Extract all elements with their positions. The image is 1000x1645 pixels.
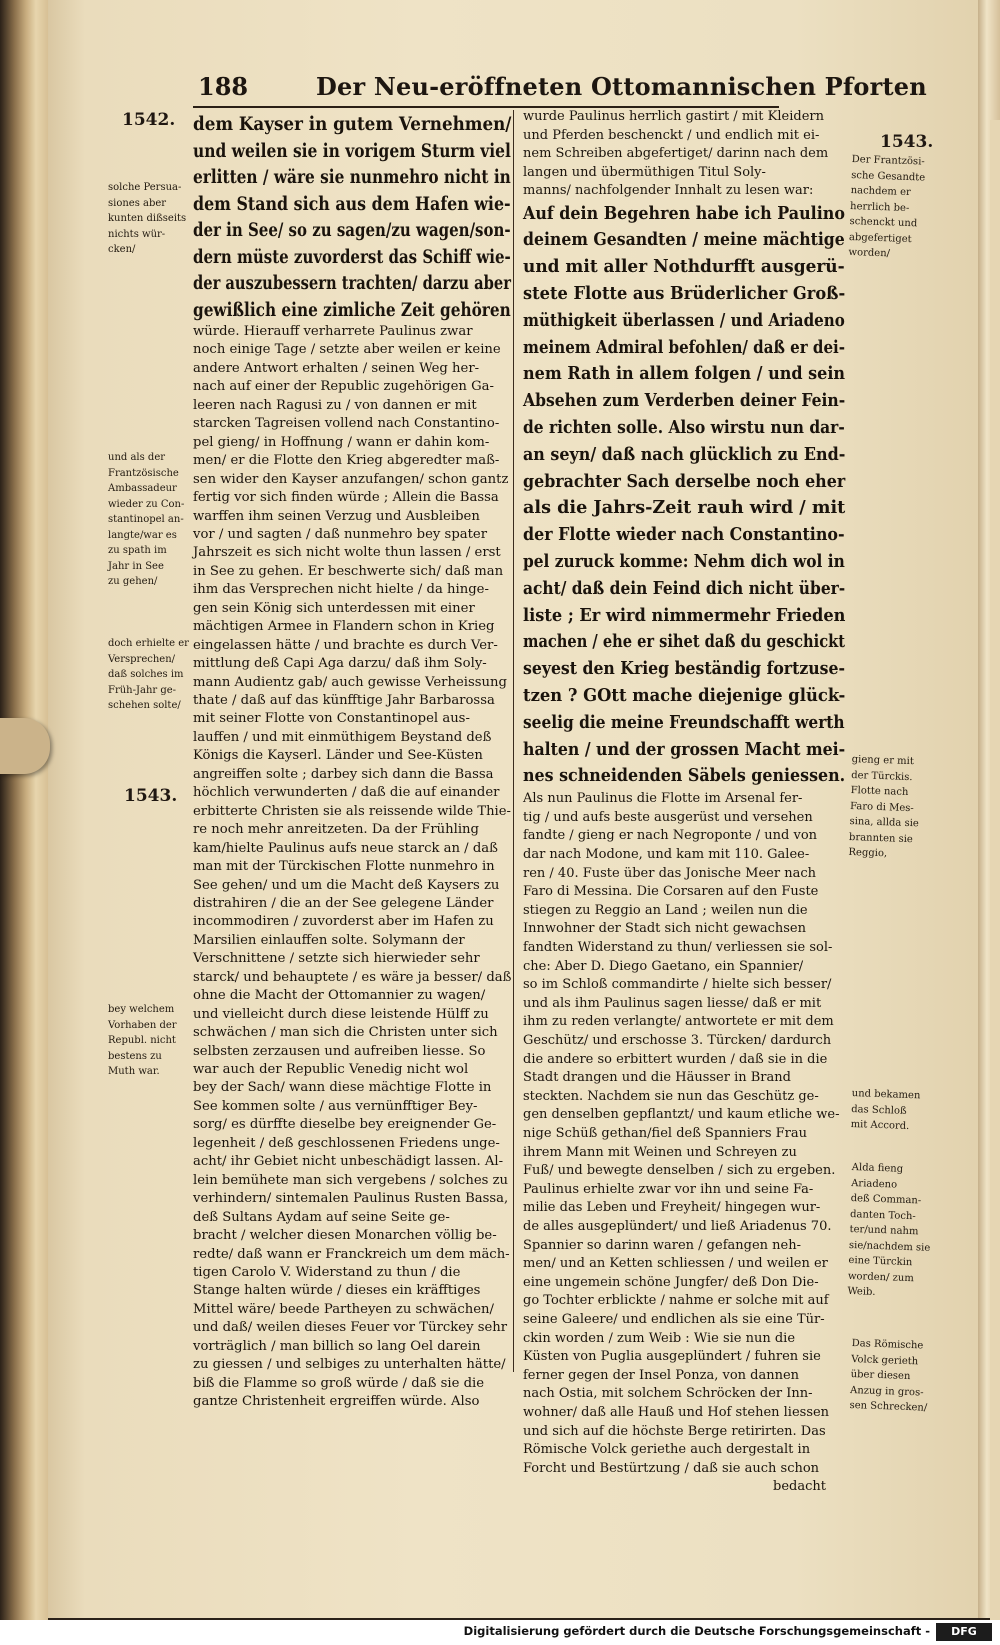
margin-note-line: Frantzösische xyxy=(108,467,179,479)
text-line: stiegen zu Reggio an Land ; weilen nun die xyxy=(523,902,808,918)
margin-note-line: deß Comman- xyxy=(850,1192,922,1207)
margin-note xyxy=(848,152,926,263)
text-line: gebrachter Sach derselbe noch eher xyxy=(523,470,846,492)
text-line: See gehen/ und um die Macht deß Kaysers zu xyxy=(193,877,500,893)
text-line: de richten solle. Also wirstu nun dar- xyxy=(523,416,845,438)
text-line: Absehen zum Verderben deiner Fein- xyxy=(523,390,846,412)
text-line: nach auf einer der Republic zugehörigen Ga- xyxy=(193,379,494,395)
text-line: ihrem Mann mit Weinen und Schreyen zu xyxy=(523,1144,797,1160)
text-line: Verschnittene / setzte sich hierwieder sehr xyxy=(193,951,480,967)
margin-note-line: Ambassadeur xyxy=(108,483,177,494)
text-line: seelig die meine Freundschafft werth xyxy=(523,711,845,733)
text-line: andere Antwort erhalten / seinen Weg her- xyxy=(193,360,480,376)
text-line: redte/ daß wann er Franckreich um dem mäch- xyxy=(193,1246,510,1262)
text-line: Auf dein Begehren habe ich Paulino xyxy=(523,202,845,224)
margin-note-line: zu spath im xyxy=(108,545,167,556)
text-line: machen / ehe er sihet daß du geschickt xyxy=(523,631,845,653)
margin-note-line: Volck gerieth xyxy=(851,1353,919,1367)
margin-note-line: und bekamen xyxy=(851,1087,921,1102)
text-line: zu giessen / und selbiges zu unterhalten hätte/ xyxy=(193,1357,506,1373)
margin-note-line: solche Persua- xyxy=(108,182,182,193)
text-line: kam/hielte Paulinus aufs neue starck an / daß xyxy=(193,840,498,856)
margin-note-line: mit Accord. xyxy=(850,1118,910,1133)
margin-note-line: danten Toch- xyxy=(849,1208,916,1222)
margin-note-line: wieder zu Con- xyxy=(108,498,185,510)
text-line: dem Stand sich aus dem Hafen wie- xyxy=(193,192,511,215)
text-line: bey der Sach/ wann diese mächtige Flotte in xyxy=(193,1080,492,1096)
margin-note-line: worden/ zum xyxy=(847,1270,914,1284)
margin-note-line: kunten dißseits xyxy=(108,213,187,224)
text-line: mittlung deß Capi Aga darzu/ daß ihm Soly- xyxy=(193,656,487,672)
text-line: wurde Paulinus herrlich gastirt / mit Kleidern xyxy=(523,109,824,124)
text-line: schwächen / man sich die Christen unter sich xyxy=(193,1025,498,1041)
text-line: Forcht und Bestürtzung / daß sie auch schon xyxy=(523,1460,820,1476)
margin-note-line: langte/war es xyxy=(108,529,177,541)
margin-note-line: Faro di Mes- xyxy=(849,800,914,814)
text-line: dem Kayser in gutem Vernehmen/ xyxy=(193,113,512,135)
text-line: erbitterte Christen sie als reissende wilde Thie- xyxy=(193,803,511,819)
margin-note-line: doch erhielte er xyxy=(108,638,189,649)
text-line: manns/ nachfolgender Innhalt zu lesen war: xyxy=(523,183,814,198)
text-line: an seyn/ daß nach glücklich zu End- xyxy=(523,443,846,465)
margin-note-line: sche Gesandte xyxy=(851,169,926,184)
margin-note-line: Jahr in See xyxy=(108,560,164,572)
footer-bar xyxy=(0,1620,1000,1645)
text-line: so im Schloß commandirte / hielte sich besser/ xyxy=(523,977,832,993)
margin-note-line: über diesen xyxy=(850,1368,911,1383)
text-line: Paulinus erhielte zwar vor ihn und seine Fa- xyxy=(523,1181,814,1197)
text-line: nige Schüß gethan/fiel deß Spanniers Frau xyxy=(523,1125,807,1141)
text-line: acht/ daß dein Feind dich nicht über- xyxy=(523,577,846,599)
text-line: liste ; Er wird nimmermehr Frieden xyxy=(523,604,846,626)
text-line: höchlich verwunderten / daß die auf einander xyxy=(193,785,500,801)
margin-note-line: Das Römische xyxy=(851,1337,924,1352)
text-line: Marsilien einlauffen solte. Solymann der xyxy=(193,932,465,948)
text-line: mann Audientz gab/ auch gewisse Verheissung xyxy=(193,674,507,690)
text-line: vorträglich / man billich so lang Oel darein xyxy=(193,1338,481,1354)
text-line: Stadt drangen und die Häusser in Brand xyxy=(523,1070,791,1086)
text-line: Königs die Kayserl. Länder und See-Küsten xyxy=(193,748,483,764)
text-line: ferner gegen der Insel Ponza, von dannen xyxy=(523,1367,800,1383)
margin-note-line: Der Frantzösi- xyxy=(851,153,925,168)
text-line: nach Ostia, mit solchem Schröcken der Inn- xyxy=(523,1386,813,1402)
text-line: ren / 40. Fuste über das Jonische Meer nach xyxy=(523,865,816,881)
text-line: Fuß/ und bewegte denselben / sich zu ergeben. xyxy=(523,1163,836,1179)
margin-note-line: worden/ xyxy=(848,246,891,260)
text-line: milie das Leben und Freyheit/ hingegen wur- xyxy=(523,1200,821,1216)
page-number: 188 xyxy=(198,72,249,101)
text-line: man mit der Türckischen Flotte nunmehro in xyxy=(193,859,495,875)
margin-note-line: nachdem er xyxy=(850,184,911,199)
page-title: Der Neu-eröffneten Ottomannischen Pforten xyxy=(316,72,927,101)
text-line: halten / und der grossen Macht mei- xyxy=(523,738,846,760)
text-line: ihm das Versprechen nicht hielte / da hinge- xyxy=(193,582,489,598)
margin-note-line: daß solches im xyxy=(108,669,184,680)
text-line: und daß/ weilen dieses Feuer vor Türckey sehr xyxy=(193,1320,508,1336)
margin-note-line: Ariadeno xyxy=(851,1177,898,1191)
text-line: bedacht xyxy=(773,1479,826,1495)
margin-note-line: gieng er mit xyxy=(851,753,915,768)
text-line: und vielleicht durch diese leistende Hülff zu xyxy=(193,1006,489,1022)
text-line: tzen ? GOtt mache diejenige glück- xyxy=(523,684,846,706)
text-line: angreiffen solte ; darbey sich dann die Bassa xyxy=(193,766,494,782)
text-line: warffen ihm seinen Verzug und Ausbleiben xyxy=(193,508,480,524)
text-line: seine Galeere/ und endlichen als sie eine Tür- xyxy=(523,1311,825,1327)
text-line: langen und übermüthigen Titul Soly- xyxy=(523,164,766,180)
text-line: und sich auf die höchste Berge retirirten. Das xyxy=(523,1423,826,1439)
text-line: gewißlich eine zimliche Zeit gehören xyxy=(193,298,511,321)
margin-note-line: bey welchem xyxy=(108,1004,175,1015)
margin-note-line: schenckt und xyxy=(849,215,918,230)
margin-note xyxy=(108,1002,188,1080)
margin-note-line: bestens zu xyxy=(108,1050,162,1062)
text-line: Mittel wäre/ beede Partheyen zu schwächen/ xyxy=(193,1301,494,1317)
margin-note-line: das Schloß xyxy=(851,1103,907,1117)
margin-note xyxy=(848,752,926,863)
margin-note-line: schehen solte/ xyxy=(108,700,181,711)
text-line: thate / daß auf das künfftige Jahr Barbarossa xyxy=(193,693,495,708)
margin-note-line: sie/nachdem sie xyxy=(848,1239,931,1254)
text-line: men/ er die Flotte den Krieg abgeredter maß- xyxy=(193,453,500,469)
margin-note-line: Muth war. xyxy=(108,1066,160,1077)
text-line: müthigkeit überlassen / und Ariadeno xyxy=(523,309,845,331)
text-line: Als nun Paulinus die Flotte im Arsenal fer- xyxy=(523,791,803,807)
text-line: acht/ ihr Gebiet nicht unbeschädigt lassen. Al- xyxy=(193,1154,504,1170)
text-line: deinem Gesandten / meine mächtige xyxy=(523,229,845,251)
text-line: starck/ und behauptete / es wäre ja besser/ daß xyxy=(193,969,512,985)
text-line: der in See/ so zu sagen/zu wagen/son- xyxy=(193,219,511,241)
text-line: fandte / gieng er nach Negroponte / und von xyxy=(523,828,818,844)
text-line: See kommen solte / aus vernünfftiger Bey- xyxy=(193,1098,478,1114)
text-line: noch einige Tage / setzte aber weilen er keine xyxy=(193,342,501,358)
text-line: gen denselben gepflantzt/ und kaum etliche we- xyxy=(523,1107,840,1123)
text-line: de alles ausgeplündert/ und ließ Ariadenus 70. xyxy=(523,1218,832,1234)
text-line: Küsten von Puglia ausgeplündert / fuhren sie xyxy=(523,1349,821,1365)
text-line: dar nach Modone, und kam mit 110. Galee- xyxy=(523,846,810,862)
margin-note-line: Weib. xyxy=(847,1285,876,1298)
text-line: bracht / welcher diesen Monarchen völlig be- xyxy=(193,1228,497,1244)
text-line: und mit aller Nothdurfft ausgerü- xyxy=(523,256,845,278)
text-line: re noch mehr anreitzeten. Da der Frühling xyxy=(193,822,479,838)
text-line: meinem Admiral befohlen/ daß er dei- xyxy=(523,336,846,358)
margin-note-line: eine Türckin xyxy=(848,1254,913,1269)
text-line: distrahiren / die an der See gelegene Länder xyxy=(193,895,494,911)
column-divider xyxy=(513,110,514,1372)
margin-note-line: sina, allda sie xyxy=(849,815,919,830)
text-line: stete Flotte aus Brüderlicher Groß- xyxy=(523,282,846,304)
margin-note-line: der Türckis. xyxy=(851,769,913,783)
margin-note-line: Früh-Jahr ge- xyxy=(108,684,177,696)
text-line: der Flotte wieder nach Constantino- xyxy=(523,524,845,546)
text-line: Stange halten würde / dieses ein kräfftiges xyxy=(193,1283,481,1299)
text-line: pel gieng/ in Hoffnung / wann er dahin kom- xyxy=(193,434,490,450)
text-line: Innwohner der Stadt sich nicht gewachsen xyxy=(523,921,806,937)
margin-note-line: brannten sie xyxy=(848,831,914,845)
text-line: die andere so erbittert wurden / daß sie in die xyxy=(523,1051,828,1067)
margin-note-line: stantinopel an- xyxy=(108,514,184,525)
text-line: incommodiren / zuvorderst aber im Hafen zu xyxy=(193,914,494,930)
text-line: gantze Christenheit ergreiffen würde. Also xyxy=(193,1394,480,1410)
margin-note xyxy=(850,1086,926,1135)
text-line: go Tochter erblickte / nahme er solche mit auf xyxy=(523,1293,829,1309)
text-line: ckin worden / zum Weib : Wie sie nun die xyxy=(523,1330,796,1346)
text-line: men/ und an Ketten schliessen / und weilen er xyxy=(523,1256,828,1272)
margin-note-line: siones aber xyxy=(108,197,167,209)
text-line: seyest den Krieg beständig fortzuse- xyxy=(523,658,845,680)
text-line: eingelassen hätte / und brachte es durch Ver- xyxy=(193,637,498,653)
text-line: verhindern/ sintemalen Paulinus Rusten Bassa, xyxy=(193,1191,509,1207)
text-line: Römische Volck geriethe auch dergestalt in xyxy=(523,1442,811,1458)
text-line: tig / und aufs beste ausgerüst und versehen xyxy=(523,809,813,825)
text-line: und Pferden beschenckt / und endlich mit ei- xyxy=(523,127,820,143)
text-line: in See zu gehen. Er beschwerte sich/ daß man xyxy=(193,563,504,579)
year-left-mid: 1543. xyxy=(124,786,178,806)
margin-note-line: abgefertiget xyxy=(848,231,912,245)
text-line: lein bemühete man sich vergebens / solches zu xyxy=(193,1172,509,1188)
text-line: lauffen / und mit einmüthigem Beystand deß xyxy=(193,729,492,745)
text-line: biß die Flamme so groß würde / daß sie die xyxy=(193,1375,485,1391)
text-line: vor / und sagten / daß nunmehro bey spater xyxy=(193,526,488,542)
text-line: legenheit / deß geschlossenen Friedens unge- xyxy=(193,1135,500,1151)
text-line: pel zuruck komme: Nehm dich wol in xyxy=(523,550,845,572)
text-line: Jahrszeit es sich nicht wolte thun lassen / erst xyxy=(193,545,501,561)
margin-note-line: ter/und nahm xyxy=(849,1223,919,1238)
text-line: Faro di Messina. Die Corsaren auf den Fuste xyxy=(523,884,819,900)
footer-credit: Digitalisierung gefördert durch die Deutsche Forschungsgemeinschaft - xyxy=(463,1624,930,1638)
margin-note-line: und als der xyxy=(108,452,166,463)
margin-note-line: Anzug in gros- xyxy=(849,1384,924,1399)
text-line: als die Jahrs-Zeit rauh wird / mit xyxy=(523,497,846,519)
left-text-column xyxy=(193,111,511,1412)
text-line: gen sein König sich unterdessen mit einer xyxy=(193,600,475,616)
text-line: eine ungemein schöne Jungfer/ deß Don Die- xyxy=(523,1274,819,1290)
text-line: würde. Hierauff verharrete Paulinus zwar xyxy=(193,324,473,339)
margin-note xyxy=(847,1160,931,1302)
running-head xyxy=(198,72,927,106)
text-line: fertig vor sich finden würde ; Allein die Bassa xyxy=(193,490,499,506)
text-line: sen wider den Kayser anzufangen/ schon gantz xyxy=(193,471,509,487)
margin-note xyxy=(108,450,188,590)
bookmark-tab xyxy=(0,718,50,774)
text-line: und als ihm Paulinus sagen liesse/ daß er mit xyxy=(523,995,822,1011)
text-line: sorg/ es dürffte dieselbe bey ereignender Ge- xyxy=(193,1117,497,1133)
margin-note-line: herrlich be- xyxy=(849,200,910,214)
text-line: mit seiner Flotte von Constantinopel aus- xyxy=(193,711,470,727)
text-line: nem Schreiben abgefertiget/ darinn nach dem xyxy=(523,146,829,161)
text-line: dern müste zuvorderst das Schiff wie- xyxy=(193,245,511,268)
text-line: steckten. Nachdem sie nun das Geschütz ge- xyxy=(523,1088,819,1104)
margin-note-line: sen Schrecken/ xyxy=(849,1399,928,1414)
text-line: fandten Widerstand zu thun/ verliessen sie sol- xyxy=(523,939,833,955)
text-line: Spannier so darinn waren / gefangen neh- xyxy=(523,1237,801,1253)
text-line: Geschütz/ und erschosse 3. Türcken/ dardurch xyxy=(523,1032,832,1048)
margin-note xyxy=(108,636,188,714)
text-line: starcken Tagreisen vollend nach Constantino- xyxy=(193,416,500,432)
text-line: tigen Carolo V. Widerstand zu thun / die xyxy=(193,1264,461,1280)
margin-note xyxy=(849,1336,926,1416)
margin-note-line: Alda fieng xyxy=(851,1161,904,1175)
text-line: deß Sultans Aydam auf seine Seite ge- xyxy=(193,1209,450,1225)
margin-note-line: cken/ xyxy=(108,244,136,255)
right-page-stack xyxy=(990,120,1000,1620)
margin-note-line: zu gehen/ xyxy=(108,576,158,587)
left-page-stack xyxy=(0,0,48,1645)
text-line: erlitten / wäre sie nunmehro nicht in xyxy=(193,166,511,188)
text-line: der auszubessern trachten/ darzu aber xyxy=(193,272,511,294)
text-line: nem Rath in allem folgen / und sein xyxy=(523,363,846,385)
year-left-top: 1542. xyxy=(122,110,176,130)
text-line: mächtigen Armee in Flandern schon in Krieg xyxy=(193,619,495,635)
text-line: selbsten zerzausen und aufreiben liesse. So xyxy=(193,1043,486,1059)
margin-note-line: nichts wür- xyxy=(108,228,166,240)
text-line: war auch der Republic Venedig nicht wol xyxy=(193,1062,469,1077)
text-line: ohne die Macht der Ottomannier zu wagen/ xyxy=(193,988,486,1004)
dfg-logo: DFG xyxy=(936,1623,992,1641)
margin-note-line: Republ. nicht xyxy=(108,1035,176,1046)
text-line: nes schneidenden Säbels geniessen. xyxy=(523,765,846,787)
margin-note-line: Flotte nach xyxy=(850,784,909,798)
margin-note xyxy=(108,180,188,258)
margin-note-line: Versprechen/ xyxy=(108,653,176,665)
year-right-top: 1543. xyxy=(880,132,934,152)
text-line: wohner/ daß alle Hauß und Hof stehen liessen xyxy=(523,1404,830,1420)
text-line: che: Aber D. Diego Gaetano, ein Spannier/ xyxy=(523,958,804,974)
text-line: und weilen sie in vorigem Sturm viel xyxy=(193,139,511,162)
margin-note-line: Reggio, xyxy=(848,846,888,860)
margin-note-line: Vorhaben der xyxy=(108,1019,177,1031)
text-line: leeren nach Ragusi zu / von dannen er mit xyxy=(193,397,477,413)
text-line: ihm zu reden verlangte/ antwortete er mit dem xyxy=(523,1014,834,1030)
